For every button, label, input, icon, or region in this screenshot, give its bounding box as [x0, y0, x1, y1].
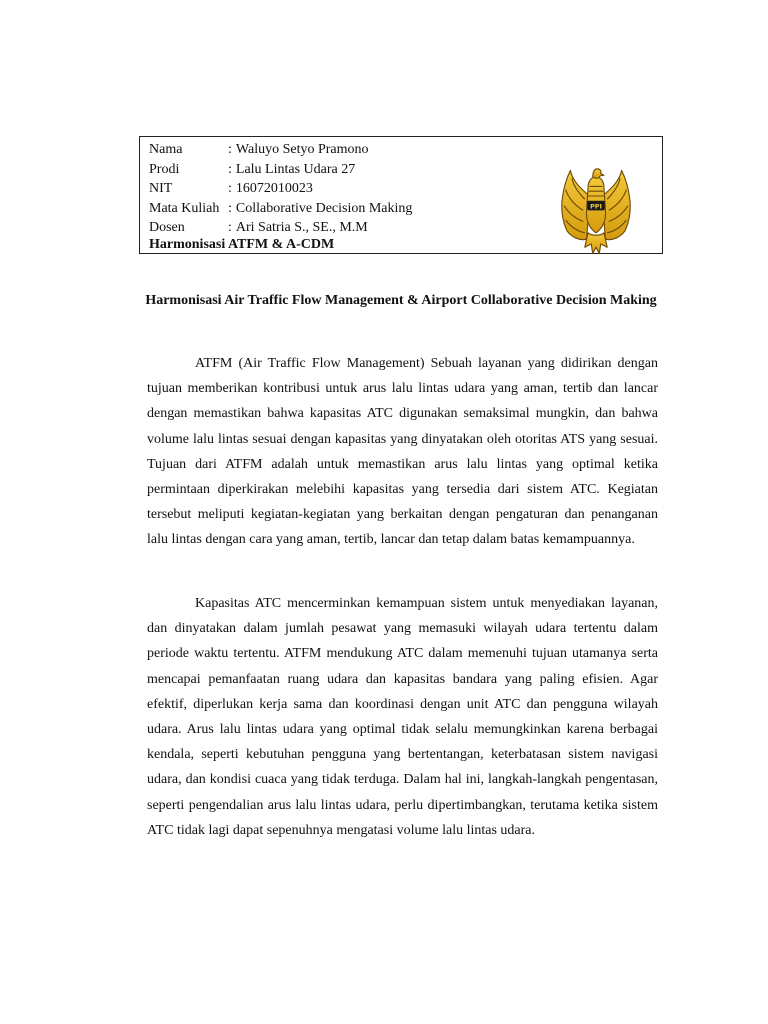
- info-row-lecturer: [149, 218, 412, 238]
- info-separator: :: [228, 220, 232, 235]
- info-label: Dosen: [149, 220, 185, 235]
- paragraph-atc-capacity: Kapasitas ATC mencerminkan kemampuan sistem untuk menyediakan layanan, dan dinyatakan dalam jumlah pesawat yang memasuki wilayah udara tertentu dalam periode waktu tertentu. ATFM mendukung ATC dalam memenuhi tujuan utamanya serta mencapai pemanfaatan ruang udara dan kapasitas bandara yang paling efisien. Agar efektif, diperlukan kerja sama dan koordinasi dengan unit ATC dan pengguna wilayah udara. Arus lalu lintas udara yang optimal tidak selalu memungkinkan karena berbagai kendala, seperti kebutuhan pengguna yang bertentangan, keterbatasan sistem navigasi udara, dan kondisi cuaca yang tidak terduga. Dalam hal ini, langkah-langkah pengentasan, seperti pengendalian arus lalu lintas udara, perlu dipertimbangkan, terutama ketika sistem ATC tidak lagi dapat sepenuhnya mengatasi volume lalu lintas udara.: [147, 596, 658, 838]
- info-separator: :: [228, 161, 232, 177]
- info-value: Ari Satria S., SE., M.M: [235, 220, 368, 235]
- info-row-name: [149, 140, 412, 160]
- info-label: Nama: [149, 142, 183, 157]
- student-info-box: [139, 136, 663, 254]
- info-row-prodi: [149, 160, 412, 180]
- eagle-emblem-icon: [554, 164, 638, 260]
- student-info-table: [149, 140, 412, 238]
- document-title: Harmonisasi Air Traffic Flow Management & Airport Collaborative Decision Making: [145, 293, 657, 308]
- info-separator: :: [228, 200, 232, 216]
- info-value: Collaborative Decision Making: [235, 200, 413, 216]
- info-value: 16072010023: [235, 181, 313, 196]
- info-row-nit: [149, 179, 412, 199]
- emblem-text: PPI: [590, 202, 602, 211]
- document-topic: Harmonisasi ATFM & A-CDM: [149, 237, 335, 252]
- paragraph-atfm: ATFM (Air Traffic Flow Management) Sebuah layanan yang didirikan dengan tujuan memberikan kontribusi untuk arus lalu lintas udara yang aman, tertib dan lancar dengan memastikan bahwa kapasitas ATC digunakan semaksimal mungkin, dan bahwa volume lalu lintas sesuai dengan kapasitas yang dinyatakan oleh otoritas ATS yang sesuai. Tujuan dari ATFM adalah untuk memastikan arus lalu lintas yang optimal ketika permintaan diperkirakan melebihi kapasitas yang tersedia dari sistem ATC. Kegiatan tersebut meliputi kegiatan-kegiatan yang berkaitan dengan pengaturan dan penanganan lalu lintas dengan cara yang aman, tertib, lancar dan tetap dalam batas kemampuannya.: [147, 356, 658, 548]
- info-value: Waluyo Setyo Pramono: [235, 142, 369, 157]
- info-value: Lalu Lintas Udara 27: [235, 161, 356, 177]
- info-label: NIT: [149, 181, 173, 196]
- info-label: Prodi: [149, 161, 180, 177]
- info-separator: :: [228, 181, 232, 196]
- info-label: Mata Kuliah: [149, 200, 220, 216]
- info-separator: :: [228, 142, 232, 157]
- info-row-course: [149, 199, 412, 219]
